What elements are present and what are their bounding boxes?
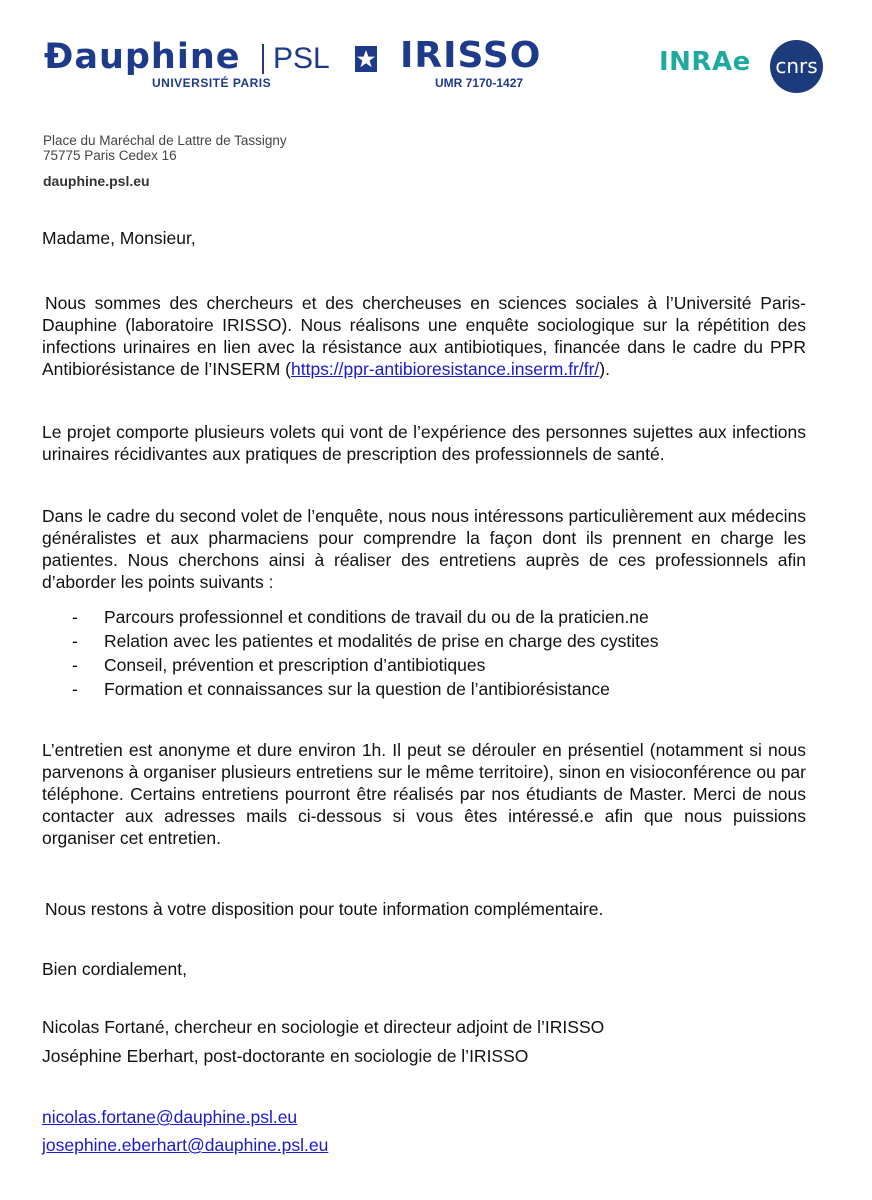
address-block [43, 133, 287, 189]
list-item: - Parcours professionnel et conditions de travail du ou de la praticien.ne [72, 607, 649, 627]
paragraph-interviews: Dans le cadre du second volet de l’enquête, nous nous intéressons particulièrement aux médecins généralistes et aux pharmaciens pour comprendre la façon dont ils prennent en charge les patientes. Nous cherchons ainsi à réaliser des entretiens auprès de ces professionnels afin d’aborder les points suivants : [42, 506, 806, 592]
paragraph-interview-details: L’entretien est anonyme et dure environ 1h. Il peut se dérouler en présentiel (notamment si nous parvenons à organiser plusieurs entretiens sur le même territoire), sinon en visioconférence ou par téléphone. Certains entretiens pourront être réalisés par nos étudiants de Master. Merci de nous contacter aux adresses mails ci-dessous si vous êtes intéressé.e afin que nous puissions organiser cet entretien. [42, 740, 806, 848]
list-dash: - [72, 607, 78, 627]
psl-logo: PSL [273, 42, 330, 75]
paragraph-project: Le projet comporte plusieurs volets qui vont de l’expérience des personnes sujettes aux infections urinaires récidivantes aux pratiques de prescription des professionnels de santé. [42, 422, 806, 464]
paragraph-availability: Nous restons à votre disposition pour toute information complémentaire. [45, 899, 604, 919]
project-link[interactable]: https://ppr-antibioresistance.inserm.fr/fr/ [290, 359, 600, 379]
cnrs-logo-text: cnrs [775, 54, 818, 78]
paragraph-intro [42, 292, 806, 380]
website: dauphine.psl.eu [43, 173, 150, 189]
irisso-logo-name: IRISSO [400, 35, 542, 76]
closing: Bien cordialement, [42, 959, 187, 979]
logo-separator [262, 44, 264, 74]
dauphine-logo-subtitle: UNIVERSITÉ PARIS [152, 76, 272, 90]
list-dash: - [72, 679, 78, 699]
list-dash: - [72, 655, 78, 675]
signature-2: Joséphine Eberhart, post-doctorante en sociologie de l’IRISSO [42, 1046, 529, 1066]
psl-star-icon [355, 46, 377, 72]
cnrs-logo [770, 40, 823, 93]
paragraph-intro-end: ). [599, 359, 610, 379]
greeting: Madame, Monsieur, [42, 228, 196, 248]
signature-1: Nicolas Fortané, chercheur en sociologie et directeur adjoint de l’IRISSO [42, 1017, 605, 1037]
letterhead [0, 0, 872, 110]
topics-list [72, 605, 658, 701]
email-link-2[interactable]: josephine.eberhart@dauphine.psl.eu [42, 1135, 329, 1155]
paragraph-intro-text: Nous sommes des chercheurs et des chercheuses en sciences sociales à l’Université Paris-Dauphine (laboratoire IRISSO). Nous réalisons une enquête sociologique sur la répétition des infections urinaires en lien avec la résistance aux antibiotiques, financée dans le cadre du PPR Antibiorésistance de l’INSERM ( [42, 293, 806, 379]
address-line-1: Place du Maréchal de Lattre de Tassigny [43, 133, 287, 148]
dauphine-logo [44, 37, 272, 90]
email-link-1[interactable]: nicolas.fortane@dauphine.psl.eu [42, 1107, 298, 1127]
inrae-logo: INRAe [659, 47, 751, 77]
list-item: - Conseil, prévention et prescription d’antibiotiques [72, 655, 486, 675]
dauphine-logo-name: Ɖauphine [44, 37, 241, 77]
address-line-2: 75775 Paris Cedex 16 [43, 148, 177, 163]
list-item: - Formation et connaissances sur la question de l’antibiorésistance [72, 679, 610, 699]
irisso-logo-subtitle: UMR 7170-1427 [435, 76, 524, 90]
irisso-logo [400, 35, 542, 90]
contact-emails [42, 1103, 328, 1159]
list-dash: - [72, 631, 78, 651]
list-item: - Relation avec les patientes et modalités de prise en charge des cystites [72, 631, 659, 651]
